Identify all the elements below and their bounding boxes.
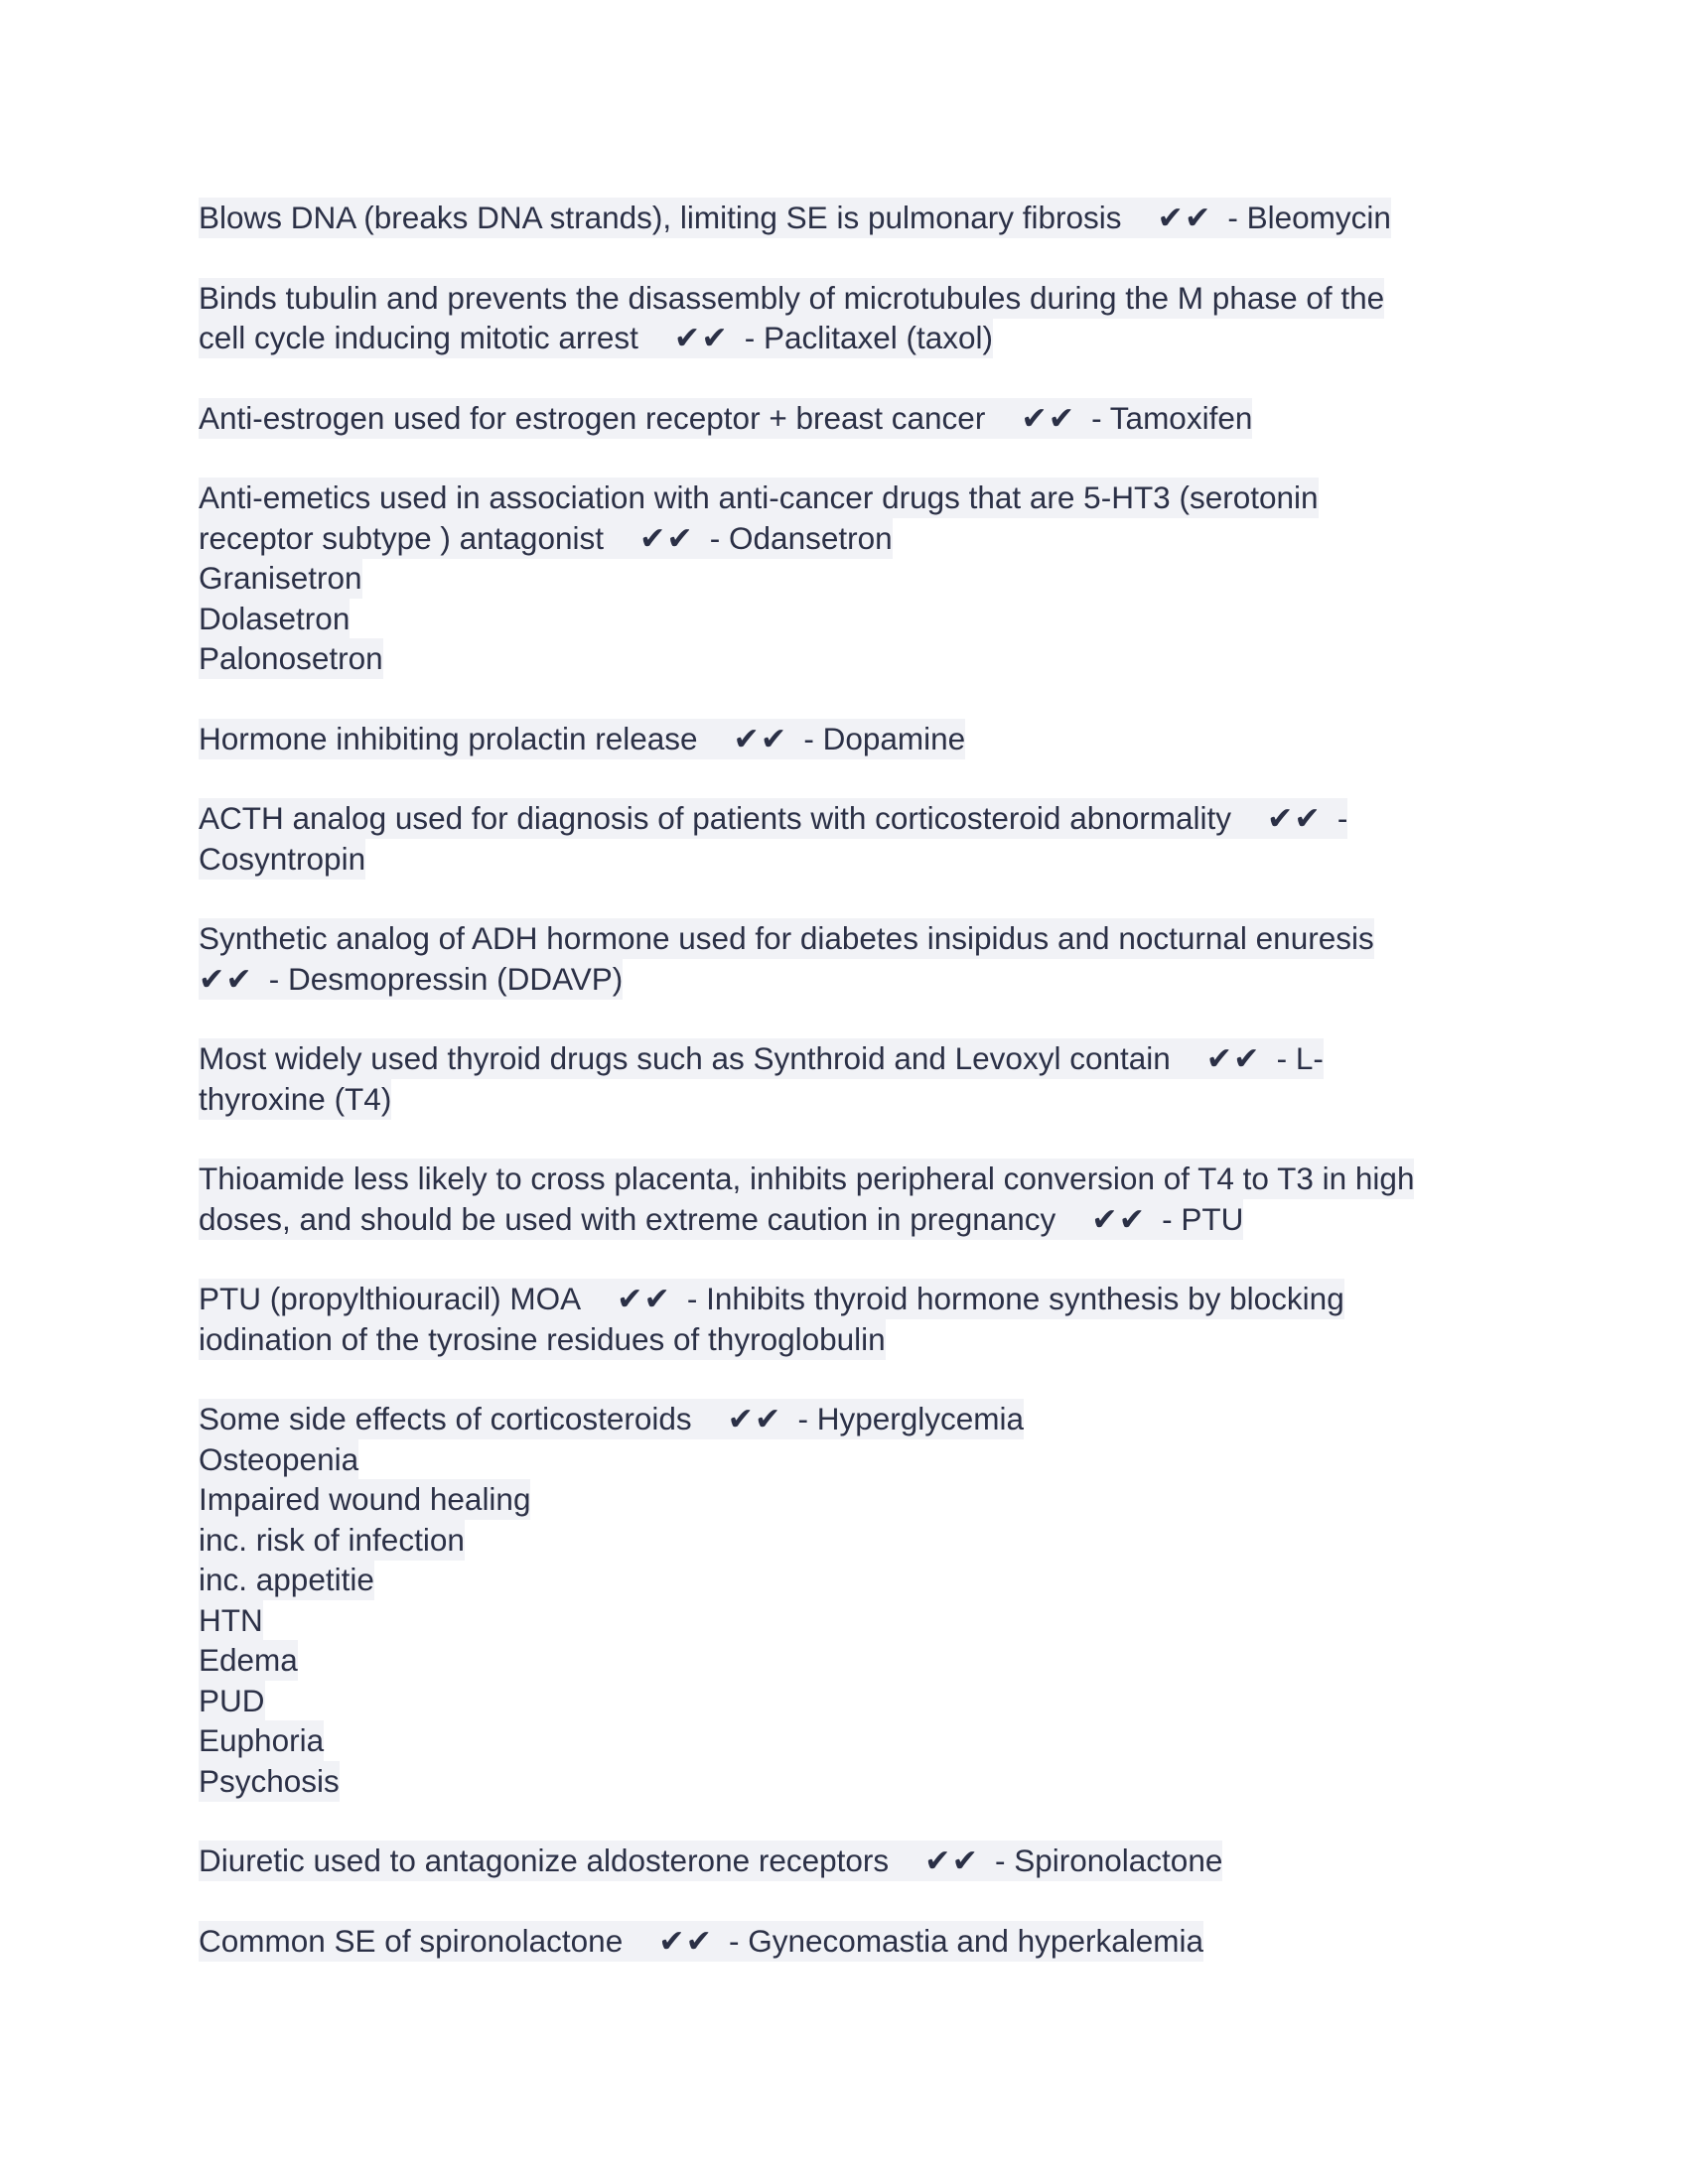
answer-text: iodination of the tyrosine residues of thyroglobulin xyxy=(199,1319,886,1360)
double-check-icon: ✔✔ xyxy=(733,720,788,756)
answer-text: - Paclitaxel (taxol) xyxy=(744,320,994,355)
entry-line-1 xyxy=(199,398,1252,439)
answer-item: Osteopenia xyxy=(199,1439,358,1480)
question-text: Diuretic used to antagonize aldosterone receptors xyxy=(199,1843,890,1878)
answer-text: - Inhibits thyroid hormone synthesis by blocking xyxy=(686,1281,1344,1316)
question-text: Anti-emetics used in association with anti-cancer drugs that are 5-HT3 (serotonin xyxy=(199,478,1319,518)
flashcard-entry xyxy=(199,1038,1509,1119)
answer-item: inc. risk of infection xyxy=(199,1520,465,1561)
flashcard-entry xyxy=(199,918,1509,999)
entry-line-1 xyxy=(199,198,1391,238)
answer-text: - Dopamine xyxy=(803,720,966,756)
answer-item: inc. appetitie xyxy=(199,1560,374,1600)
answer-item: PUD xyxy=(199,1681,265,1721)
flashcard-entry xyxy=(199,198,1509,238)
flashcard-entry xyxy=(199,1921,1509,1962)
entry-line-1 xyxy=(199,1038,1324,1079)
document-page xyxy=(199,198,1509,2000)
answer-item: Impaired wound healing xyxy=(199,1479,530,1520)
double-check-icon: ✔✔ xyxy=(1091,1200,1147,1237)
answer-item: HTN xyxy=(199,1600,263,1641)
question-text: Synthetic analog of ADH hormone used for diabetes insipidus and nocturnal enuresis xyxy=(199,918,1374,959)
answer-text: - Tamoxifen xyxy=(1091,399,1253,436)
answer-text: Cosyntropin xyxy=(199,839,365,880)
entry-line-1 xyxy=(199,1399,1024,1439)
question-text: Anti-estrogen used for estrogen receptor + breast cancer xyxy=(199,399,986,436)
question-text: Common SE of spironolactone xyxy=(199,1922,624,1959)
answer-item: Dolasetron xyxy=(199,599,350,639)
answer-text: - Bleomycin xyxy=(1227,200,1391,235)
double-check-icon: ✔✔ xyxy=(1205,1040,1261,1076)
question-text: Some side effects of corticosteroids xyxy=(199,1401,692,1436)
double-check-icon: ✔✔ xyxy=(727,1401,782,1436)
question-text: Hormone inhibiting prolactin release xyxy=(199,720,698,756)
flashcard-entry xyxy=(199,1159,1509,1239)
question-text: receptor subtype ) antagonist xyxy=(199,519,604,556)
double-check-icon: ✔✔ xyxy=(1021,399,1076,436)
answer-text: - Spironolactone xyxy=(994,1843,1223,1878)
question-text: Thioamide less likely to cross placenta, inhibits peripheral conversion of T4 to T3 in high xyxy=(199,1159,1414,1199)
double-check-icon: ✔✔ xyxy=(1267,800,1322,836)
question-text: doses, and should be used with extreme caution in pregnancy xyxy=(199,1200,1056,1237)
answer-item: Psychosis xyxy=(199,1761,340,1802)
entry-line-2 xyxy=(199,959,623,1000)
answer-text: - Hyperglycemia xyxy=(797,1401,1025,1436)
entry-line-2 xyxy=(199,518,893,559)
question-text: PTU (propylthiouracil) MOA xyxy=(199,1281,582,1316)
answer-text: - xyxy=(1336,800,1348,836)
answer-text: - L- xyxy=(1276,1040,1324,1076)
question-text: cell cycle inducing mitotic arrest xyxy=(199,320,638,355)
flashcard-entry xyxy=(199,478,1509,679)
entry-line-2 xyxy=(199,1199,1243,1240)
question-text: Most widely used thyroid drugs such as Synthroid and Levoxyl contain xyxy=(199,1040,1171,1076)
entry-line-1 xyxy=(199,798,1347,839)
double-check-icon: ✔✔ xyxy=(1157,200,1212,235)
question-text: Blows DNA (breaks DNA strands), limiting SE is pulmonary fibrosis xyxy=(199,200,1122,235)
question-text: Binds tubulin and prevents the disassembly of microtubules during the M phase of the xyxy=(199,278,1384,319)
answer-text: - PTU xyxy=(1162,1200,1244,1237)
question-text: ACTH analog used for diagnosis of patients with corticosteroid abnormality xyxy=(199,800,1232,836)
answer-text: - Gynecomastia and hyperkalemia xyxy=(729,1922,1203,1959)
entry-line-1 xyxy=(199,1921,1203,1962)
double-check-icon: ✔✔ xyxy=(924,1843,979,1878)
answer-text: - Desmopressin (DDAVP) xyxy=(268,960,624,997)
answer-item: Edema xyxy=(199,1640,298,1681)
double-check-icon: ✔✔ xyxy=(639,519,694,556)
double-check-icon: ✔✔ xyxy=(673,320,729,355)
flashcard-entry xyxy=(199,1841,1509,1881)
answer-item: Palonosetron xyxy=(199,638,383,679)
entry-line-1 xyxy=(199,1279,1344,1319)
flashcard-entry xyxy=(199,278,1509,358)
double-check-icon: ✔✔ xyxy=(658,1922,714,1959)
flashcard-entry xyxy=(199,798,1509,879)
entry-line-1 xyxy=(199,1841,1222,1881)
flashcard-entry xyxy=(199,719,1509,759)
entry-line-2 xyxy=(199,318,993,358)
flashcard-entry xyxy=(199,1279,1509,1359)
entry-line-1 xyxy=(199,719,965,759)
flashcard-entry xyxy=(199,1399,1509,1801)
double-check-icon: ✔✔ xyxy=(617,1281,671,1316)
flashcard-entry xyxy=(199,398,1509,439)
answer-item: Granisetron xyxy=(199,558,362,599)
answer-text: thyroxine (T4) xyxy=(199,1079,391,1120)
answer-text: - Odansetron xyxy=(709,519,893,556)
answer-item: Euphoria xyxy=(199,1720,324,1761)
double-check-icon: ✔✔ xyxy=(199,960,253,997)
